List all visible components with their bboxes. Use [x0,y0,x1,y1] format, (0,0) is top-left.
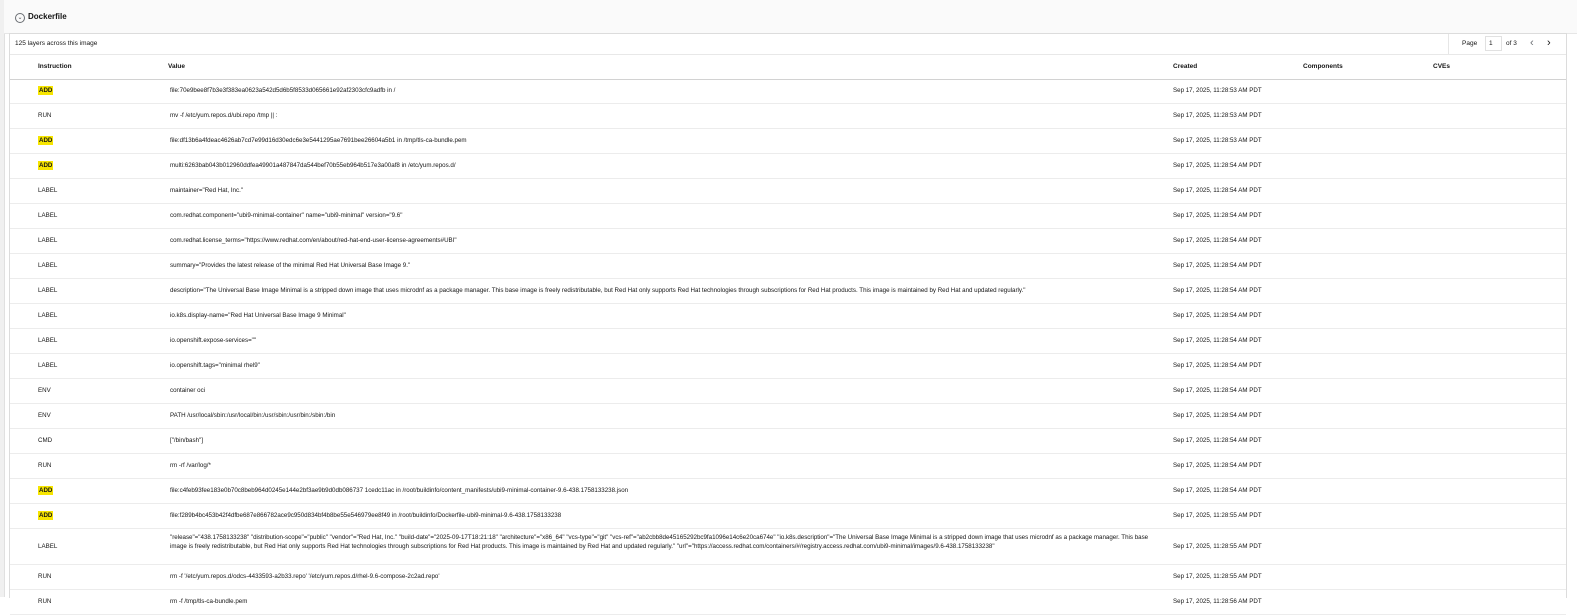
created-cell: Sep 17, 2025, 11:28:55 AM PDT [1173,573,1262,580]
created-cell: Sep 17, 2025, 11:28:53 AM PDT [1173,137,1262,144]
value-cell: "release"="438.1758133238" "distribution-scope"="public" "vendor"="Red Hat, Inc." "build-date"="2025-09-17T18:21:18" "architecture"="x86_64" "vcs-type"="git" "vcs-ref"="ab2cbb8de45165292bc9fa1096e14c6e20ca674e" "io.k8s.description"="The Universal Base Image Minimal is a stripped down image that uses microdnf as a package manager. This base image is freely redistributable, but Red Hat only supports Red Hat technologies through subscriptions for Red Hat products. This image is maintained by Red Hat and updated regularly." "url"="https://access.redhat.com/containers/#/registry.access.redhat.com/ubi9-minimal/images/9.6-438.1758133238" [170,534,1149,550]
instruction-cell: ADD [39,137,53,144]
table-row[interactable] [10,204,1566,229]
value-cell: com.redhat.component="ubi9-minimal-container" name="ubi9-minimal" version="9.6" [170,212,403,219]
created-cell: Sep 17, 2025, 11:28:54 AM PDT [1173,337,1262,344]
table-row[interactable] [10,504,1566,529]
column-header-instruction[interactable]: Instruction [38,63,72,70]
value-cell: file:c4feb93fee183e0b70c8beb964d0245e144e2bf3ae9b9d0db086737 1cedc11ac in /root/buildinfo/content_manifests/ubi9-minimal-container-9.6-438.1758133238.json [170,487,629,494]
table-row[interactable] [10,454,1566,479]
instruction-cell: LABEL [38,543,58,550]
created-cell: Sep 17, 2025, 11:28:54 AM PDT [1173,487,1262,494]
table-toolbar [10,34,1566,55]
instruction-cell: RUN [38,598,52,605]
instruction-cell: LABEL [38,237,58,244]
table-row[interactable] [10,565,1566,590]
created-cell: Sep 17, 2025, 11:28:54 AM PDT [1173,237,1262,244]
value-cell: maintainer="Red Hat, Inc." [170,187,244,194]
value-cell: ["/bin/bash"] [170,437,203,444]
value-cell: rm -f '/etc/yum.repos.d/odcs-4433593-a2b33.repo' '/etc/yum.repos.d/rhel-9.6-compose-2c2ad.repo' [170,573,440,580]
instruction-cell: LABEL [38,187,58,194]
chevron-right-icon[interactable]: › [1547,37,1551,49]
left-edge-strip [0,0,5,597]
page-total: of 3 [1506,40,1517,47]
instruction-cell: CMD [38,437,53,444]
table-row[interactable] [10,429,1566,454]
value-cell: mv -f /etc/yum.repos.d/ubi.repo /tmp || : [170,112,278,119]
created-cell: Sep 17, 2025, 11:28:54 AM PDT [1173,162,1262,169]
column-header-cves[interactable]: CVEs [1433,63,1450,70]
instruction-cell: ENV [38,387,51,394]
value-cell: file:70e9bee8f7b3e3f383ea0623a542d5d6b5f8533d065661e92af2303cfc9adfb in / [170,87,396,94]
column-header-components[interactable]: Components [1303,63,1343,70]
table-row[interactable] [10,379,1566,404]
value-cell: io.openshift.tags="minimal rhel9" [170,362,260,369]
instruction-cell: ADD [39,162,53,169]
value-cell: summary="Provides the latest release of the minimal Red Hat Universal Base Image 9." [170,262,411,269]
table-row[interactable] [10,404,1566,429]
created-cell: Sep 17, 2025, 11:28:54 AM PDT [1173,212,1262,219]
table-row[interactable] [10,279,1566,304]
dockerfile-section-header[interactable] [4,0,1577,34]
created-cell: Sep 17, 2025, 11:28:55 AM PDT [1173,512,1262,519]
table-body [10,79,1566,615]
table-row[interactable] [10,529,1566,565]
instruction-cell: LABEL [38,262,58,269]
column-header-value[interactable]: Value [168,63,185,70]
created-cell: Sep 17, 2025, 11:28:54 AM PDT [1173,412,1262,419]
table-row[interactable] [10,179,1566,204]
value-cell: container oci [170,387,206,394]
table-header [10,54,1566,80]
created-cell: Sep 17, 2025, 11:28:54 AM PDT [1173,287,1262,294]
page-number-input[interactable]: 1 [1485,36,1502,51]
value-cell: multi:6263bab043b012960ddfea49901a487847da544bef70b55eb964b517e3a00af8 in /etc/yum.repos.d/ [170,162,456,169]
layers-count: 125 layers across this image [15,40,98,47]
value-cell: rm -rf /var/log/* [170,462,211,469]
value-cell: io.openshift.expose-services="" [170,337,257,344]
pagination [1448,34,1566,54]
created-cell: Sep 17, 2025, 11:28:53 AM PDT [1173,112,1262,119]
chevron-down-icon[interactable]: ⌄ [15,13,25,23]
table-row[interactable] [10,329,1566,354]
table-row[interactable] [10,154,1566,179]
created-cell: Sep 17, 2025, 11:28:54 AM PDT [1173,437,1262,444]
table-row[interactable] [10,104,1566,129]
created-cell: Sep 17, 2025, 11:28:54 AM PDT [1173,187,1262,194]
created-cell: Sep 17, 2025, 11:28:55 AM PDT [1173,543,1262,550]
created-cell: Sep 17, 2025, 11:28:54 AM PDT [1173,362,1262,369]
value-cell: rm -f /tmp/tls-ca-bundle.pem [170,598,248,605]
instruction-cell: ADD [39,87,53,94]
page-label: Page [1462,40,1478,47]
created-cell: Sep 17, 2025, 11:28:54 AM PDT [1173,262,1262,269]
instruction-cell: RUN [38,573,52,580]
created-cell: Sep 17, 2025, 11:28:53 AM PDT [1173,87,1262,94]
value-cell: description="The Universal Base Image Minimal is a stripped down image that uses microdnf as a package manager. This base image is freely redistributable, but Red Hat only supports Red Hat technologies through subscriptions for Red Hat products. This image is maintained by Red Hat and updated regularly." [170,287,1026,294]
table-row[interactable] [10,304,1566,329]
value-cell: file:df13b6a4fdeac4626ab7cd7e99d16d30edc6e3e5441295ae7691bee26604a5b1 in /tmp/tls-ca-bundle.pem [170,137,467,144]
column-header-created[interactable]: Created [1173,63,1198,70]
table-row[interactable] [10,79,1566,104]
value-cell: PATH /usr/local/sbin:/usr/local/bin:/usr/sbin:/usr/bin:/sbin:/bin [170,412,336,419]
value-cell: com.redhat.license_terms="https://www.redhat.com/en/about/red-hat-end-user-license-agreements#UBI" [170,237,457,244]
table-row[interactable] [10,229,1566,254]
instruction-cell: LABEL [38,362,58,369]
created-cell: Sep 17, 2025, 11:28:54 AM PDT [1173,462,1262,469]
layers-table-panel [9,33,1567,605]
instruction-cell: LABEL [38,337,58,344]
instruction-cell: LABEL [38,287,58,294]
chevron-left-icon[interactable]: ‹ [1530,37,1534,49]
table-row[interactable] [10,254,1566,279]
table-row[interactable] [10,354,1566,379]
instruction-cell: ENV [38,412,51,419]
instruction-cell: ADD [39,512,53,519]
section-title: Dockerfile [28,12,67,21]
table-row[interactable] [10,129,1566,154]
table-row[interactable] [10,590,1566,615]
value-cell: io.k8s.display-name="Red Hat Universal Base Image 9 Minimal" [170,312,346,319]
created-cell: Sep 17, 2025, 11:28:56 AM PDT [1173,598,1262,605]
instruction-cell: ADD [39,487,53,494]
instruction-cell: LABEL [38,212,58,219]
instruction-cell: LABEL [38,312,58,319]
created-cell: Sep 17, 2025, 11:28:54 AM PDT [1173,387,1262,394]
instruction-cell: RUN [38,462,52,469]
created-cell: Sep 17, 2025, 11:28:54 AM PDT [1173,312,1262,319]
instruction-cell: RUN [38,112,52,119]
table-row[interactable] [10,479,1566,504]
value-cell: file:f289b4bc453b42f4dfbe687e866782ace9c950d834bf4b8be55e546979ee8f49 in /root/buildinfo/Dockerfile-ubi9-minimal-9.6-438.1758133238 [170,512,562,519]
